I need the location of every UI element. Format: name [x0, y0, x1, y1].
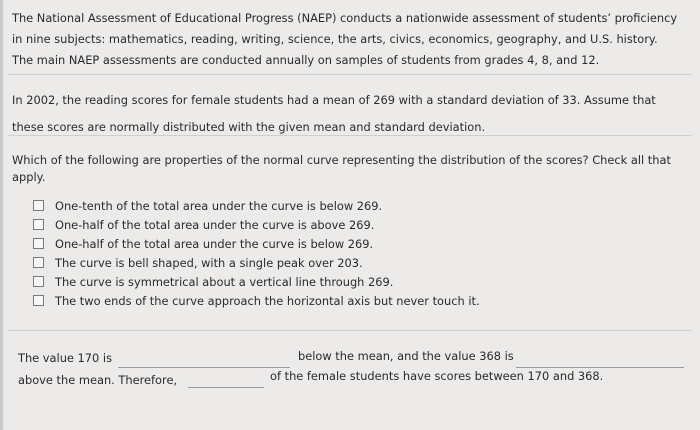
option-label[interactable]: The two ends of the curve approach the horizontal axis but never touch it. — [55, 293, 480, 308]
fill-in-text: The value 170 is — [18, 351, 113, 365]
context-line: In 2002, the reading scores for female students had a mean of 269 with a standard deviation of 33. Assume that — [12, 93, 656, 107]
option-label[interactable]: The curve is symmetrical about a vertical line through 269. — [55, 274, 394, 289]
option-label[interactable]: One-half of the total area under the curve is below 269. — [55, 236, 374, 251]
fill-in-text: of the female students have scores between 170 and 368. — [270, 369, 604, 383]
option-checkbox[interactable] — [33, 257, 44, 268]
question-section — [8, 144, 692, 331]
option-checkbox[interactable] — [33, 219, 44, 230]
blank-dropdown-3[interactable] — [188, 373, 264, 388]
option-checkbox[interactable] — [33, 276, 44, 287]
option-checkbox[interactable] — [33, 200, 44, 211]
intro-line: The main NAEP assessments are conducted annually on samples of students from grades 4, 8, and 12. — [12, 53, 600, 67]
option-item[interactable] — [33, 253, 692, 272]
page-left-edge — [0, 0, 3, 430]
context-line: these scores are normally distributed with the given mean and standard deviation. — [12, 120, 486, 134]
option-item[interactable] — [33, 291, 692, 310]
option-item[interactable] — [33, 196, 692, 215]
option-item[interactable] — [33, 215, 692, 234]
blank-dropdown-2[interactable] — [516, 353, 684, 368]
option-label[interactable]: The curve is bell shaped, with a single peak over 203. — [55, 255, 363, 270]
option-label[interactable]: One-tenth of the total area under the curve is below 269. — [55, 198, 383, 213]
option-label[interactable]: One-half of the total area under the curve is above 269. — [55, 217, 375, 232]
options-list — [33, 196, 692, 310]
option-checkbox[interactable] — [33, 295, 44, 306]
context-section — [8, 82, 692, 136]
fill-in-text: below the mean, and the value 368 is — [298, 349, 514, 363]
blank-dropdown-1[interactable] — [118, 353, 290, 368]
option-item[interactable] — [33, 234, 692, 253]
option-item[interactable] — [33, 272, 692, 291]
fill-in-section — [8, 341, 692, 401]
question-text: Which of the following are properties of the normal curve representing the distribution of the scores? Check all that — [12, 153, 671, 167]
option-checkbox[interactable] — [33, 238, 44, 249]
intro-line: The National Assessment of Educational Progress (NAEP) conducts a nationwide assessment of students’ proficiency — [12, 11, 678, 25]
intro-section — [8, 6, 692, 75]
question-text: apply. — [12, 170, 46, 184]
fill-in-text: above the mean. Therefore, — [18, 373, 178, 387]
intro-line: in nine subjects: mathematics, reading, writing, science, the arts, civics, economics, geography, and U.S. history. — [12, 32, 658, 46]
